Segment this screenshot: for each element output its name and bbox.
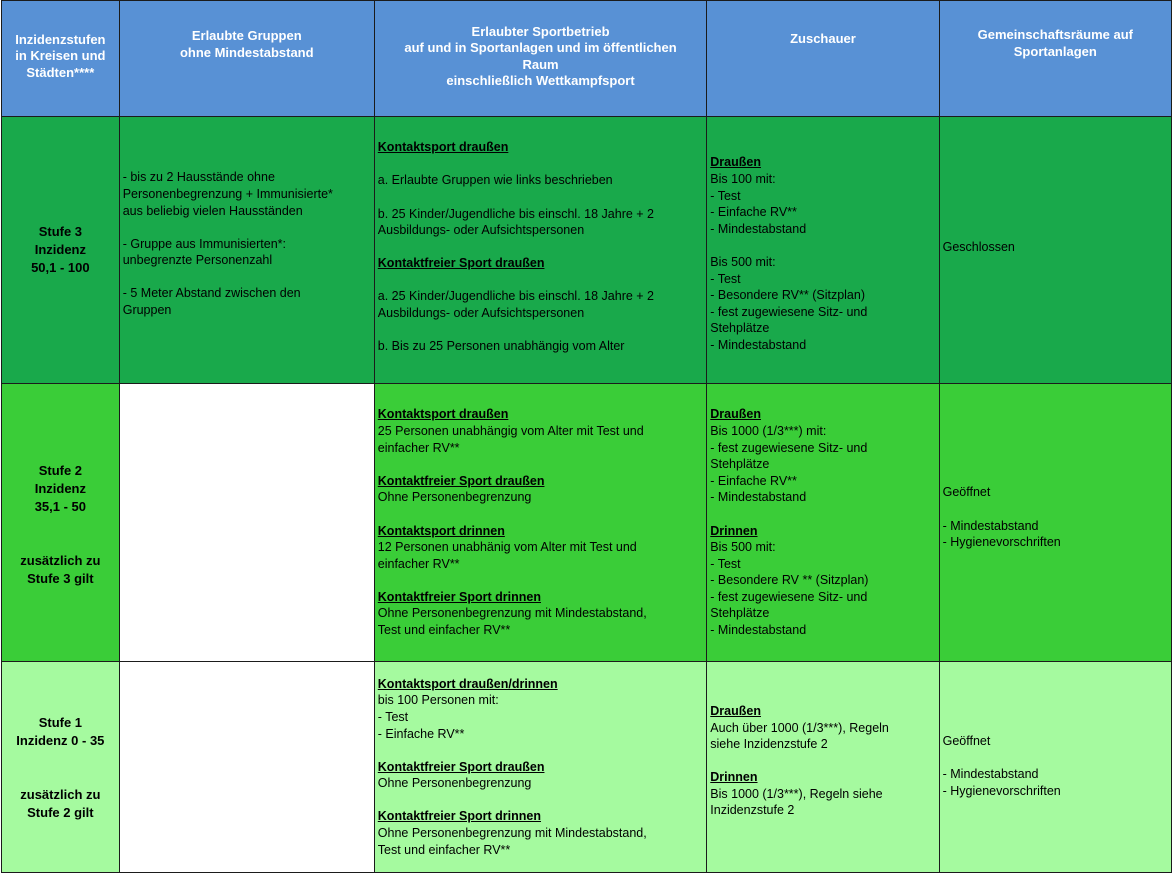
- stufe-2-raeume: [939, 384, 1171, 662]
- stufe-2-gruppen-empty: [119, 384, 374, 662]
- stufe-2-sport-text: 12 Personen unabhänig vom Alter mit Test und einfacher RV**: [377, 540, 637, 571]
- stufe-3-zuschauer: [707, 117, 939, 384]
- stufe-1-gruppen-empty: [119, 662, 374, 873]
- header-erlaubte-gruppen: Erlaubte Gruppen ohne Mindestabstand: [119, 1, 374, 117]
- stufe-1-raeume: [939, 662, 1171, 873]
- stufe-2-sport-heading: Kontaktfreier Sport draußen: [377, 473, 545, 488]
- stufe-1-sport-heading: Kontaktfreier Sport drinnen: [377, 809, 541, 824]
- stufe-3-gruppen: [119, 117, 374, 384]
- stufe-1-sport-text: bis 100 Personen mit: - Test - Einfache RV**: [377, 693, 499, 741]
- header-gemeinschaftsraeume: Gemeinschaftsräume auf Sportanlagen: [939, 1, 1171, 117]
- stufe-2-sport-heading: Kontaktsport drinnen: [377, 523, 505, 538]
- stufe-2-sport-heading: Kontaktfreier Sport drinnen: [377, 589, 541, 604]
- stufe-1-raeume-list: - Mindestabstand - Hygienevorschriften: [942, 767, 1061, 798]
- stufe-2-zuschauer-heading: Drinnen: [710, 523, 758, 538]
- stufe-2-zuschauer-text: Bis 500 mit: - Test - Besondere RV ** (Sitzplan) - fest zugewiesene Sitz- und Stehplätze - Mindestabstand: [710, 540, 869, 638]
- stufe-2-zuschauer-heading: Draußen: [710, 407, 761, 422]
- stufe-1-label: Stufe 1 Inzidenz 0 - 35 zusätzlich zu Stufe 2 gilt: [2, 662, 120, 873]
- stufe-1-sport-text: Ohne Personenbegrenzung: [377, 776, 532, 791]
- stufe-2-label: Stufe 2 Inzidenz 35,1 - 50 zusätzlich zu Stufe 3 gilt: [2, 384, 120, 662]
- stufe-3-raeume-status: Geschlossen: [942, 240, 1015, 255]
- stufe-3-sport-text: a. 25 Kinder/Jugendliche bis einschl. 18 Jahre + 2 Ausbildungs- oder Aufsichtspersonen: [377, 289, 655, 321]
- stufe-2-sport-text: 25 Personen unabhängig vom Alter mit Test und einfacher RV**: [377, 423, 644, 455]
- stufe-1-zuschauer-heading: Drinnen: [710, 770, 758, 785]
- row-stufe-2: [2, 384, 1172, 662]
- stufe-3-zuschauer-heading: Draußen: [710, 155, 761, 170]
- stufe-3-zuschauer-text: Bis 500 mit: - Test - Besondere RV** (Sitzplan) - fest zugewiesene Sitz- und Stehplätze - Mindestabstand: [710, 255, 868, 352]
- incidence-rules-table: [1, 0, 1172, 873]
- stufe-3-zuschauer-text: Bis 100 mit: - Test - Einfache RV** - Mindestabstand: [710, 172, 807, 236]
- header-inzidenzstufen: Inzidenzstufen in Kreisen und Städten****: [2, 1, 120, 117]
- stufe-1-raeume-status: Geöffnet: [942, 733, 991, 748]
- stufe-3-sport-text: b. 25 Kinder/Jugendliche bis einschl. 18 Jahre + 2 Ausbildungs- oder Aufsichtspersonen: [377, 206, 655, 238]
- stufe-2-zuschauer: [707, 384, 939, 662]
- stufe-2-raeume-status: Geöffnet: [942, 485, 991, 500]
- stufe-3-gruppen-item: - Gruppe aus Immunisierten*: unbegrenzte Personenzahl: [122, 236, 286, 268]
- stufe-1-zuschauer-heading: Draußen: [710, 703, 761, 718]
- stufe-3-sport-text: b. Bis zu 25 Personen unabhängig vom Alter: [377, 339, 625, 354]
- header-row: [2, 1, 1172, 117]
- header-sportbetrieb: Erlaubter Sportbetrieb auf und in Sportanlagen und im öffentlichen Raum einschließlich Wettkampfsport: [374, 1, 707, 117]
- stufe-1-sport-heading: Kontaktfreier Sport draußen: [377, 759, 545, 774]
- stufe-3-sport: [374, 117, 707, 384]
- stufe-1-sport-text: Ohne Personenbegrenzung mit Mindestabstand, Test und einfacher RV**: [377, 826, 647, 857]
- stufe-2-sport-text: Ohne Personenbegrenzung: [377, 490, 532, 505]
- stufe-3-gruppen-item: - 5 Meter Abstand zwischen den Gruppen: [122, 286, 301, 318]
- row-stufe-3: [2, 117, 1172, 384]
- stufe-1-sport-heading: Kontaktsport draußen/drinnen: [377, 676, 558, 691]
- stufe-3-sport-text: a. Erlaubte Gruppen wie links beschrieben: [377, 173, 613, 188]
- stufe-3-gruppen-item: - bis zu 2 Hausstände ohne Personenbegrenzung + Immunisierte* aus beliebig vielen Hausständen: [122, 170, 333, 218]
- stufe-2-raeume-list: - Mindestabstand - Hygienevorschriften: [942, 518, 1061, 550]
- stufe-2-zuschauer-text: Bis 1000 (1/3***) mit: - fest zugewiesene Sitz- und Stehplätze - Einfache RV** - Mindestabstand: [710, 423, 868, 505]
- stufe-3-label: Stufe 3 Inzidenz 50,1 - 100: [2, 117, 120, 384]
- stufe-2-sport-heading: Kontaktsport draußen: [377, 407, 509, 422]
- stufe-1-zuschauer: [707, 662, 939, 873]
- stufe-2-sport: [374, 384, 707, 662]
- stufe-3-sport-heading: Kontaktsport draußen: [377, 140, 509, 155]
- stufe-3-raeume: [939, 117, 1171, 384]
- stufe-1-zuschauer-text: Auch über 1000 (1/3***), Regeln siehe Inzidenzstufe 2: [710, 720, 889, 752]
- header-zuschauer: Zuschauer: [707, 1, 939, 117]
- stufe-1-sport: [374, 662, 707, 873]
- stufe-2-sport-text: Ohne Personenbegrenzung mit Mindestabstand, Test und einfacher RV**: [377, 606, 647, 638]
- stufe-3-sport-heading: Kontaktfreier Sport draußen: [377, 256, 545, 271]
- row-stufe-1: [2, 662, 1172, 873]
- stufe-1-zuschauer-text: Bis 1000 (1/3***), Regeln siehe Inzidenzstufe 2: [710, 786, 883, 818]
